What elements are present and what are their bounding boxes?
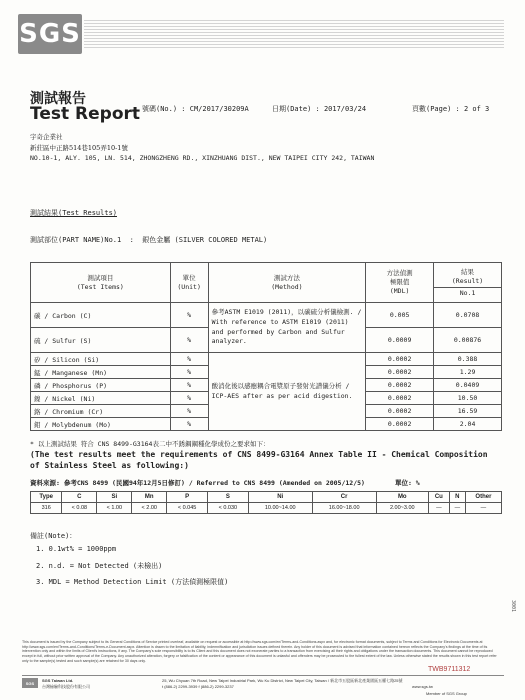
spec-header-cell: Ni (248, 492, 312, 503)
item-cell: 矽 / Silicon (Si) (31, 353, 171, 366)
note-item: 2. n.d. = Not Detected (未檢出) (36, 562, 163, 570)
mdl-cell: 0.0002 (366, 405, 434, 418)
sgs-logo-text: SGS (19, 19, 81, 49)
spec-value-cell: — (449, 503, 465, 514)
header-mdl (366, 263, 434, 303)
report-number: 號碼(No.) : CM/2017/30209A (142, 105, 249, 113)
results-header-row (31, 263, 502, 303)
item-cell: 鉻 / Chromium (Cr) (31, 405, 171, 418)
item-cell: 硫 / Sulfur (S) (31, 328, 171, 353)
footer-band (22, 675, 504, 689)
unit-cell: % (170, 405, 208, 418)
report-date-value: 2017/03/24 (323, 105, 367, 113)
footer-company-en: SGS Taiwan Ltd. (42, 678, 74, 683)
report-page: 頁數(Page) : 2 of 3 (412, 105, 490, 113)
spec-header-cell: N (449, 492, 465, 503)
header-stripes (84, 20, 504, 48)
spec-table (30, 491, 502, 514)
mdl-cell: 0.0002 (366, 366, 434, 379)
footer-website: www.sgs.tw (412, 684, 433, 689)
header-result-en: (Result) (451, 276, 484, 285)
member-of-sgs: Member of SGS Group (426, 691, 467, 696)
spec-header-cell: Type (31, 492, 62, 503)
results-table (30, 262, 502, 431)
conformity-note-cn: * 以上測試結果 符合 CNS 8499-G3164表二中不銹鋼鋼種化學成份之要求如下： (30, 440, 270, 448)
unit-cell: % (170, 418, 208, 431)
part-name: 銀色金屬 (SILVER COLORED METAL) (142, 236, 268, 244)
disclaimer-text: This document is issued by the Company subject to its General Conditions of Service printed overleaf, available on request or accessible at http://www.sgs.com/en/Terms-and-Conditions.aspx and, for electronic format documents, subject to Terms and Conditions for Electronic Documents at http://www.sgs.com/en/Terms-and-Conditions/Terms-e-Document.aspx. Attention is drawn to the limitation of liability, indemnification and jurisdiction issues defined therein. Any holder of this document is advised that information contained hereon reflects the Company's findings at the time of its intervention only and within the limits of Client's instructions, if any. The Company's sole responsibility is to its Client and this document does not exonerate parties to a transaction from exercising all their rights and obligations under the transaction documents. This document cannot be reproduced except in full, without prior written approval of the Company. Any unauthorized alteration, forgery or falsification of the content or appearance of this document is unlawful and offenders may be prosecuted to the fullest extent of the law. Unless otherwise stated the results shown in this test report refer only to the sample(s) tested and such sample(s) are retained for 30 days only. (22, 640, 497, 663)
header-unit-cn: 單位 (182, 273, 196, 282)
client-name: 宇奇企業社 (30, 133, 63, 141)
item-cell: 錳 / Manganese (Mn) (31, 366, 171, 379)
unit-label: 單位: % (394, 479, 420, 487)
header-items-en: (Test Items) (76, 282, 124, 291)
spec-value-row (31, 503, 502, 514)
spec-value-cell: < 2.00 (132, 503, 167, 514)
method-icp: 酸消化後以感應耦合電漿原子發射光譜儀分析 / ICP-AES after as per acid digestion. (208, 353, 366, 431)
header-method-cn: 測試方法 (273, 273, 300, 282)
report-stamp: TWB9711312 (428, 666, 471, 673)
spec-value-cell: < 1.00 (97, 503, 132, 514)
unit-cell: % (170, 366, 208, 379)
result-cell: 1.29 (434, 366, 502, 379)
client-address-cn: 新莊區中正路514巷105弄10-1號 (30, 144, 128, 152)
mdl-cell: 0.005 (366, 303, 434, 328)
spec-value-cell: — (428, 503, 449, 514)
sgs-logo (18, 14, 82, 54)
footer-phone: t (886-2) 2299-3939 f (886-2) 2299-3237 (162, 684, 234, 689)
header-result-text (434, 266, 501, 288)
item-cell: 鎳 / Nickel (Ni) (31, 392, 171, 405)
report-page-value: 2 of 3 (463, 105, 490, 113)
header-method (208, 263, 366, 303)
reference-line (30, 478, 420, 487)
report-title-cn: 測試報告 (30, 91, 86, 107)
note-item: 1. 0.1wt% = 1000ppm (36, 545, 117, 553)
header-unit (170, 263, 208, 303)
header-unit-en: (Unit) (177, 282, 201, 291)
spec-header-cell: Mn (132, 492, 167, 503)
footer-company-cn: 台灣檢驗科技股份有限公司 (42, 684, 90, 689)
report-page-label: 頁數(Page) (412, 105, 452, 113)
header-mdl-3: (MDL) (389, 286, 410, 295)
spec-value-cell: < 0.045 (167, 503, 208, 514)
mdl-cell: 0.0002 (366, 379, 434, 392)
spec-header-row (31, 492, 502, 503)
result-cell: 0.00876 (434, 328, 502, 353)
mdl-cell: 0.0002 (366, 353, 434, 366)
spec-value-cell: 316 (31, 503, 62, 514)
spec-header-cell: Mo (376, 492, 428, 503)
item-cell: 磷 / Phosphorus (P) (31, 379, 171, 392)
header-method-en: (Method) (271, 282, 303, 291)
part-name-line: 測試部位(PART NAME)No.1 : 銀色金屬 (SILVER COLORED METAL) (30, 236, 268, 244)
result-cell: 0.0409 (434, 379, 502, 392)
spec-value-cell: < 0.030 (207, 503, 248, 514)
spec-header-cell: Other (465, 492, 501, 503)
unit-cell: % (170, 303, 208, 328)
header-result-cn: 結果 (461, 267, 475, 276)
spec-value-cell: — (465, 503, 501, 514)
report-number-label: 號碼(No.) (142, 105, 178, 113)
table-row (31, 303, 502, 328)
spec-header-cell: Cr (312, 492, 376, 503)
spec-header-cell: Si (97, 492, 132, 503)
conformity-note-en: (The test results meet the requirements of CNS 8499-G3164 Annex Table II - Chemical Composition of Stainless Steel as following:) (30, 450, 488, 470)
result-cell: 16.59 (434, 405, 502, 418)
unit-cell: % (170, 328, 208, 353)
unit-cell: % (170, 379, 208, 392)
side-code: 3001 (510, 600, 516, 613)
table-row (31, 353, 502, 366)
method-carbon-sulfur: 參考ASTM E1019 (2011)，以碳硫分析儀檢測. / With reference to ASTM E1019 (2011) and performed by Carbon and Sulfur analyzer. (208, 303, 366, 353)
section-title-text: 測試結果(Test Results) (30, 209, 118, 217)
report-number-value: CM/2017/30209A (189, 105, 249, 113)
result-cell: 0.388 (434, 353, 502, 366)
mdl-cell: 0.0002 (366, 392, 434, 405)
reference-text: 資料來源: 參考CNS 8499 (民國94年12月5日修訂) / Referred to CNS 8499 (Amended on 2005/12/5) (30, 479, 365, 487)
item-cell: 鉬 / Molybdenum (Mo) (31, 418, 171, 431)
header-result-no: No.1 (434, 287, 501, 299)
spec-header-cell: Cu (428, 492, 449, 503)
part-label: 測試部位(PART NAME)No.1 (30, 236, 122, 244)
spec-value-cell: 10.00~14.00 (248, 503, 312, 514)
spec-value-cell: < 0.08 (62, 503, 97, 514)
header-mdl-1: 方法偵測 (386, 269, 413, 278)
unit-cell: % (170, 392, 208, 405)
result-cell: 0.0708 (434, 303, 502, 328)
result-cell: 10.50 (434, 392, 502, 405)
mdl-cell: 0.0009 (366, 328, 434, 353)
report-date-label: 日期(Date) (272, 105, 312, 113)
header-items (31, 263, 171, 303)
mdl-cell: 0.0002 (366, 418, 434, 431)
spec-value-cell: 2.00~3.00 (376, 503, 428, 514)
report-date: 日期(Date) : 2017/03/24 (272, 105, 367, 113)
client-address-en: NO.10-1, ALY. 105, LN. 514, ZHONGZHENG RD., XINZHUANG DIST., NEW TAIPEI CITY 242, TAIWAN (30, 154, 375, 162)
spec-header-cell: P (167, 492, 208, 503)
header-result (434, 263, 502, 303)
unit-cell: % (170, 353, 208, 366)
spec-value-cell: 16.00~18.00 (312, 503, 376, 514)
note-item: 3. MDL = Method Detection Limit (方法偵測極限值) (36, 578, 229, 586)
report-title-en: Test Report (30, 104, 141, 124)
header-mdl-2: 極限值 (389, 278, 410, 287)
section-title (30, 208, 117, 218)
notes-title: 備註(Note)： (30, 532, 77, 540)
result-cell: 2.04 (434, 418, 502, 431)
header-items-cn: 測試項目 (87, 273, 114, 282)
spec-header-cell: C (62, 492, 97, 503)
item-cell: 碳 / Carbon (C) (31, 303, 171, 328)
footer-address: 25, Wu Chyuan 7th Road, New Taipei Industrial Park, Wu Ku District, New Taipei City, Taiwan / 新北市五股區新北產業園區五權七路25號 (162, 678, 403, 683)
spec-header-cell: S (207, 492, 248, 503)
footer-logo: SGS (22, 678, 38, 688)
